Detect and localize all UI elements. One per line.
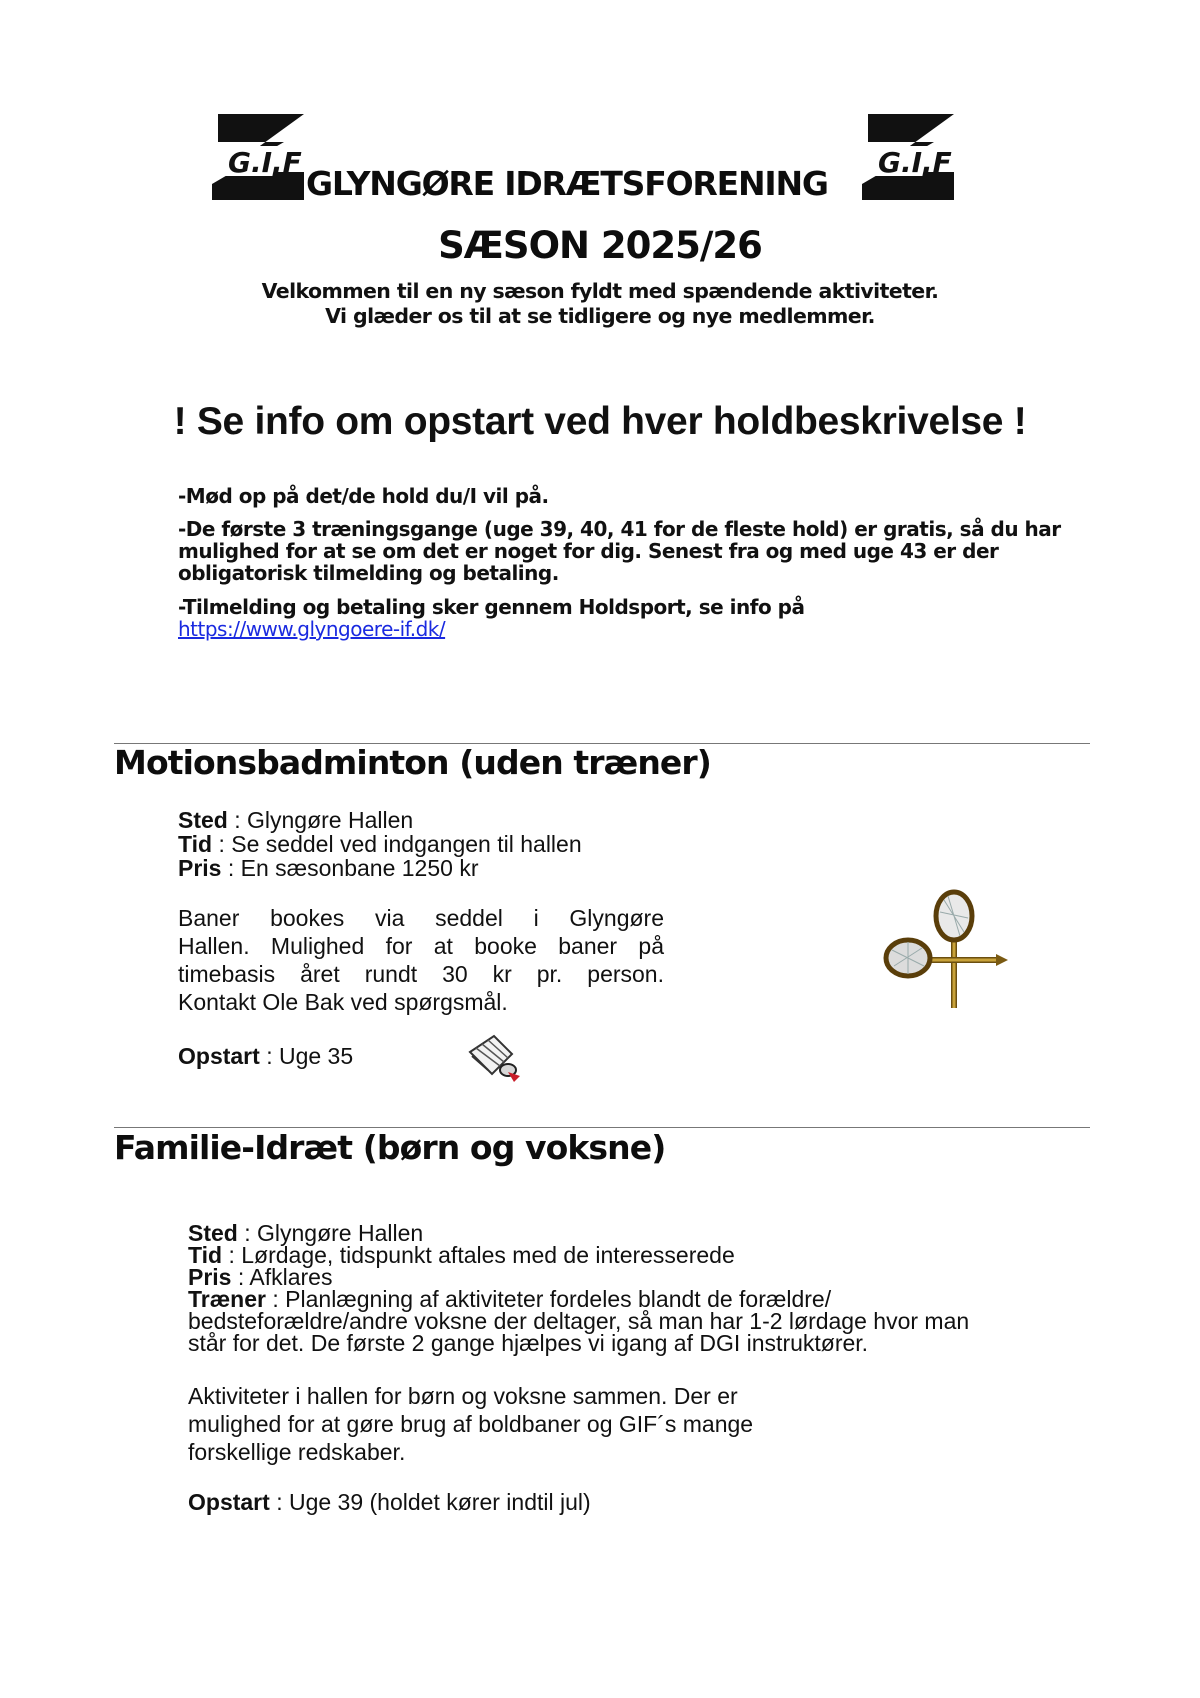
- pris-value: : En sæsonbane 1250 kr: [227, 855, 479, 881]
- sted-label: Sted: [188, 1220, 238, 1246]
- badminton-pris: [178, 856, 582, 880]
- welcome-line-1: Velkommen til en ny sæson fyldt med spændende aktiviteter.: [261, 279, 939, 303]
- badminton-tid: [178, 832, 582, 856]
- traener-label: Træner: [188, 1286, 266, 1312]
- opstart-value: : Uge 39 (holdet kører indtil jul): [276, 1489, 591, 1515]
- desc-line: timebasis året rundt 30 kr pr. person.: [178, 961, 664, 987]
- shuttlecock-icon: [464, 1030, 534, 1086]
- section-title-badminton: Motionsbadminton (uden træner): [114, 743, 711, 782]
- info-bullet-attend: -Mød op på det/de hold du/I vil på.: [178, 484, 549, 508]
- badminton-details: [178, 808, 582, 880]
- desc-line: mulighed for at gøre brug af boldbaner og GIF´s mange: [188, 1411, 754, 1437]
- tid-label: Tid: [178, 831, 213, 857]
- familie-tid: [188, 1244, 1108, 1266]
- familie-details: [188, 1222, 1108, 1354]
- traener-value: : Planlægning af aktiviteter fordeles blandt de forældre/: [272, 1286, 832, 1312]
- badminton-sted: [178, 808, 582, 832]
- traener-line: står for det. De første 2 gange hjælpes vi igang af DGI instruktører.: [188, 1330, 869, 1356]
- familie-description: [188, 1382, 888, 1466]
- start-info-notice: ! Se info om opstart ved hver holdbeskrivelse !: [173, 400, 1027, 443]
- familie-opstart: [188, 1490, 591, 1514]
- sted-label: Sted: [178, 807, 228, 833]
- desc-line: Hallen. Mulighed for at booke baner på: [178, 933, 664, 959]
- familie-sted: [188, 1222, 1108, 1244]
- logo-text: G.I.F: [878, 146, 952, 179]
- pris-label: Pris: [188, 1264, 232, 1290]
- sted-value: : Glyngøre Hallen: [244, 1220, 424, 1246]
- info-bullet-free-trial: -De første 3 træningsgange (uge 39, 40, 41 for de fleste hold) er gratis, så du har mulighed for at se om det er noget for dig. Senest fra og med uge 43 er der obligatorisk tilmelding og betaling.: [178, 517, 1061, 585]
- sted-value: : Glyngøre Hallen: [234, 807, 414, 833]
- gif-logo-left: [210, 112, 306, 202]
- traener-line: bedsteforældre/andre voksne der deltager, så man har 1-2 lørdage hvor man: [188, 1308, 970, 1334]
- tid-label: Tid: [188, 1242, 223, 1268]
- logo-text: G.I.F: [228, 146, 302, 179]
- info-bullet-registration: [178, 596, 938, 640]
- section-title-familie: Familie-Idræt (børn og voksne): [114, 1128, 666, 1167]
- desc-line: Aktiviteter i hallen for børn og voksne sammen. Der er: [188, 1383, 738, 1409]
- pris-label: Pris: [178, 855, 222, 881]
- season-title: SÆSON 2025/26: [438, 224, 762, 267]
- tid-value: : Se seddel ved indgangen til hallen: [218, 831, 582, 857]
- opstart-label: Opstart: [188, 1489, 270, 1515]
- club-website-link[interactable]: https://www.glyngoere-if.dk/: [178, 617, 446, 641]
- badminton-rackets-icon: [880, 886, 1010, 1016]
- badminton-opstart: [178, 1044, 353, 1068]
- opstart-label: Opstart: [178, 1043, 260, 1069]
- tid-value: : Lørdage, tidspunkt aftales med de interesserede: [228, 1242, 735, 1268]
- desc-line: Baner bookes via seddel i Glyngøre: [178, 905, 664, 931]
- desc-line: forskellige redskaber.: [188, 1439, 406, 1465]
- gif-logo-right: [860, 112, 956, 202]
- opstart-value: : Uge 35: [266, 1043, 354, 1069]
- desc-line: Kontakt Ole Bak ved spørgsmål.: [178, 989, 508, 1015]
- welcome-line-2: Vi glæder os til at se tidligere og nye medlemmer.: [325, 304, 875, 328]
- familie-traener: [188, 1288, 1108, 1310]
- pris-value: : Afklares: [237, 1264, 333, 1290]
- club-name: GLYNGØRE IDRÆTSFORENING: [306, 164, 828, 203]
- registration-text: -Tilmelding og betaling sker gennem Holdsport, se info på: [178, 595, 805, 619]
- familie-pris: [188, 1266, 1108, 1288]
- badminton-description: [178, 904, 664, 1016]
